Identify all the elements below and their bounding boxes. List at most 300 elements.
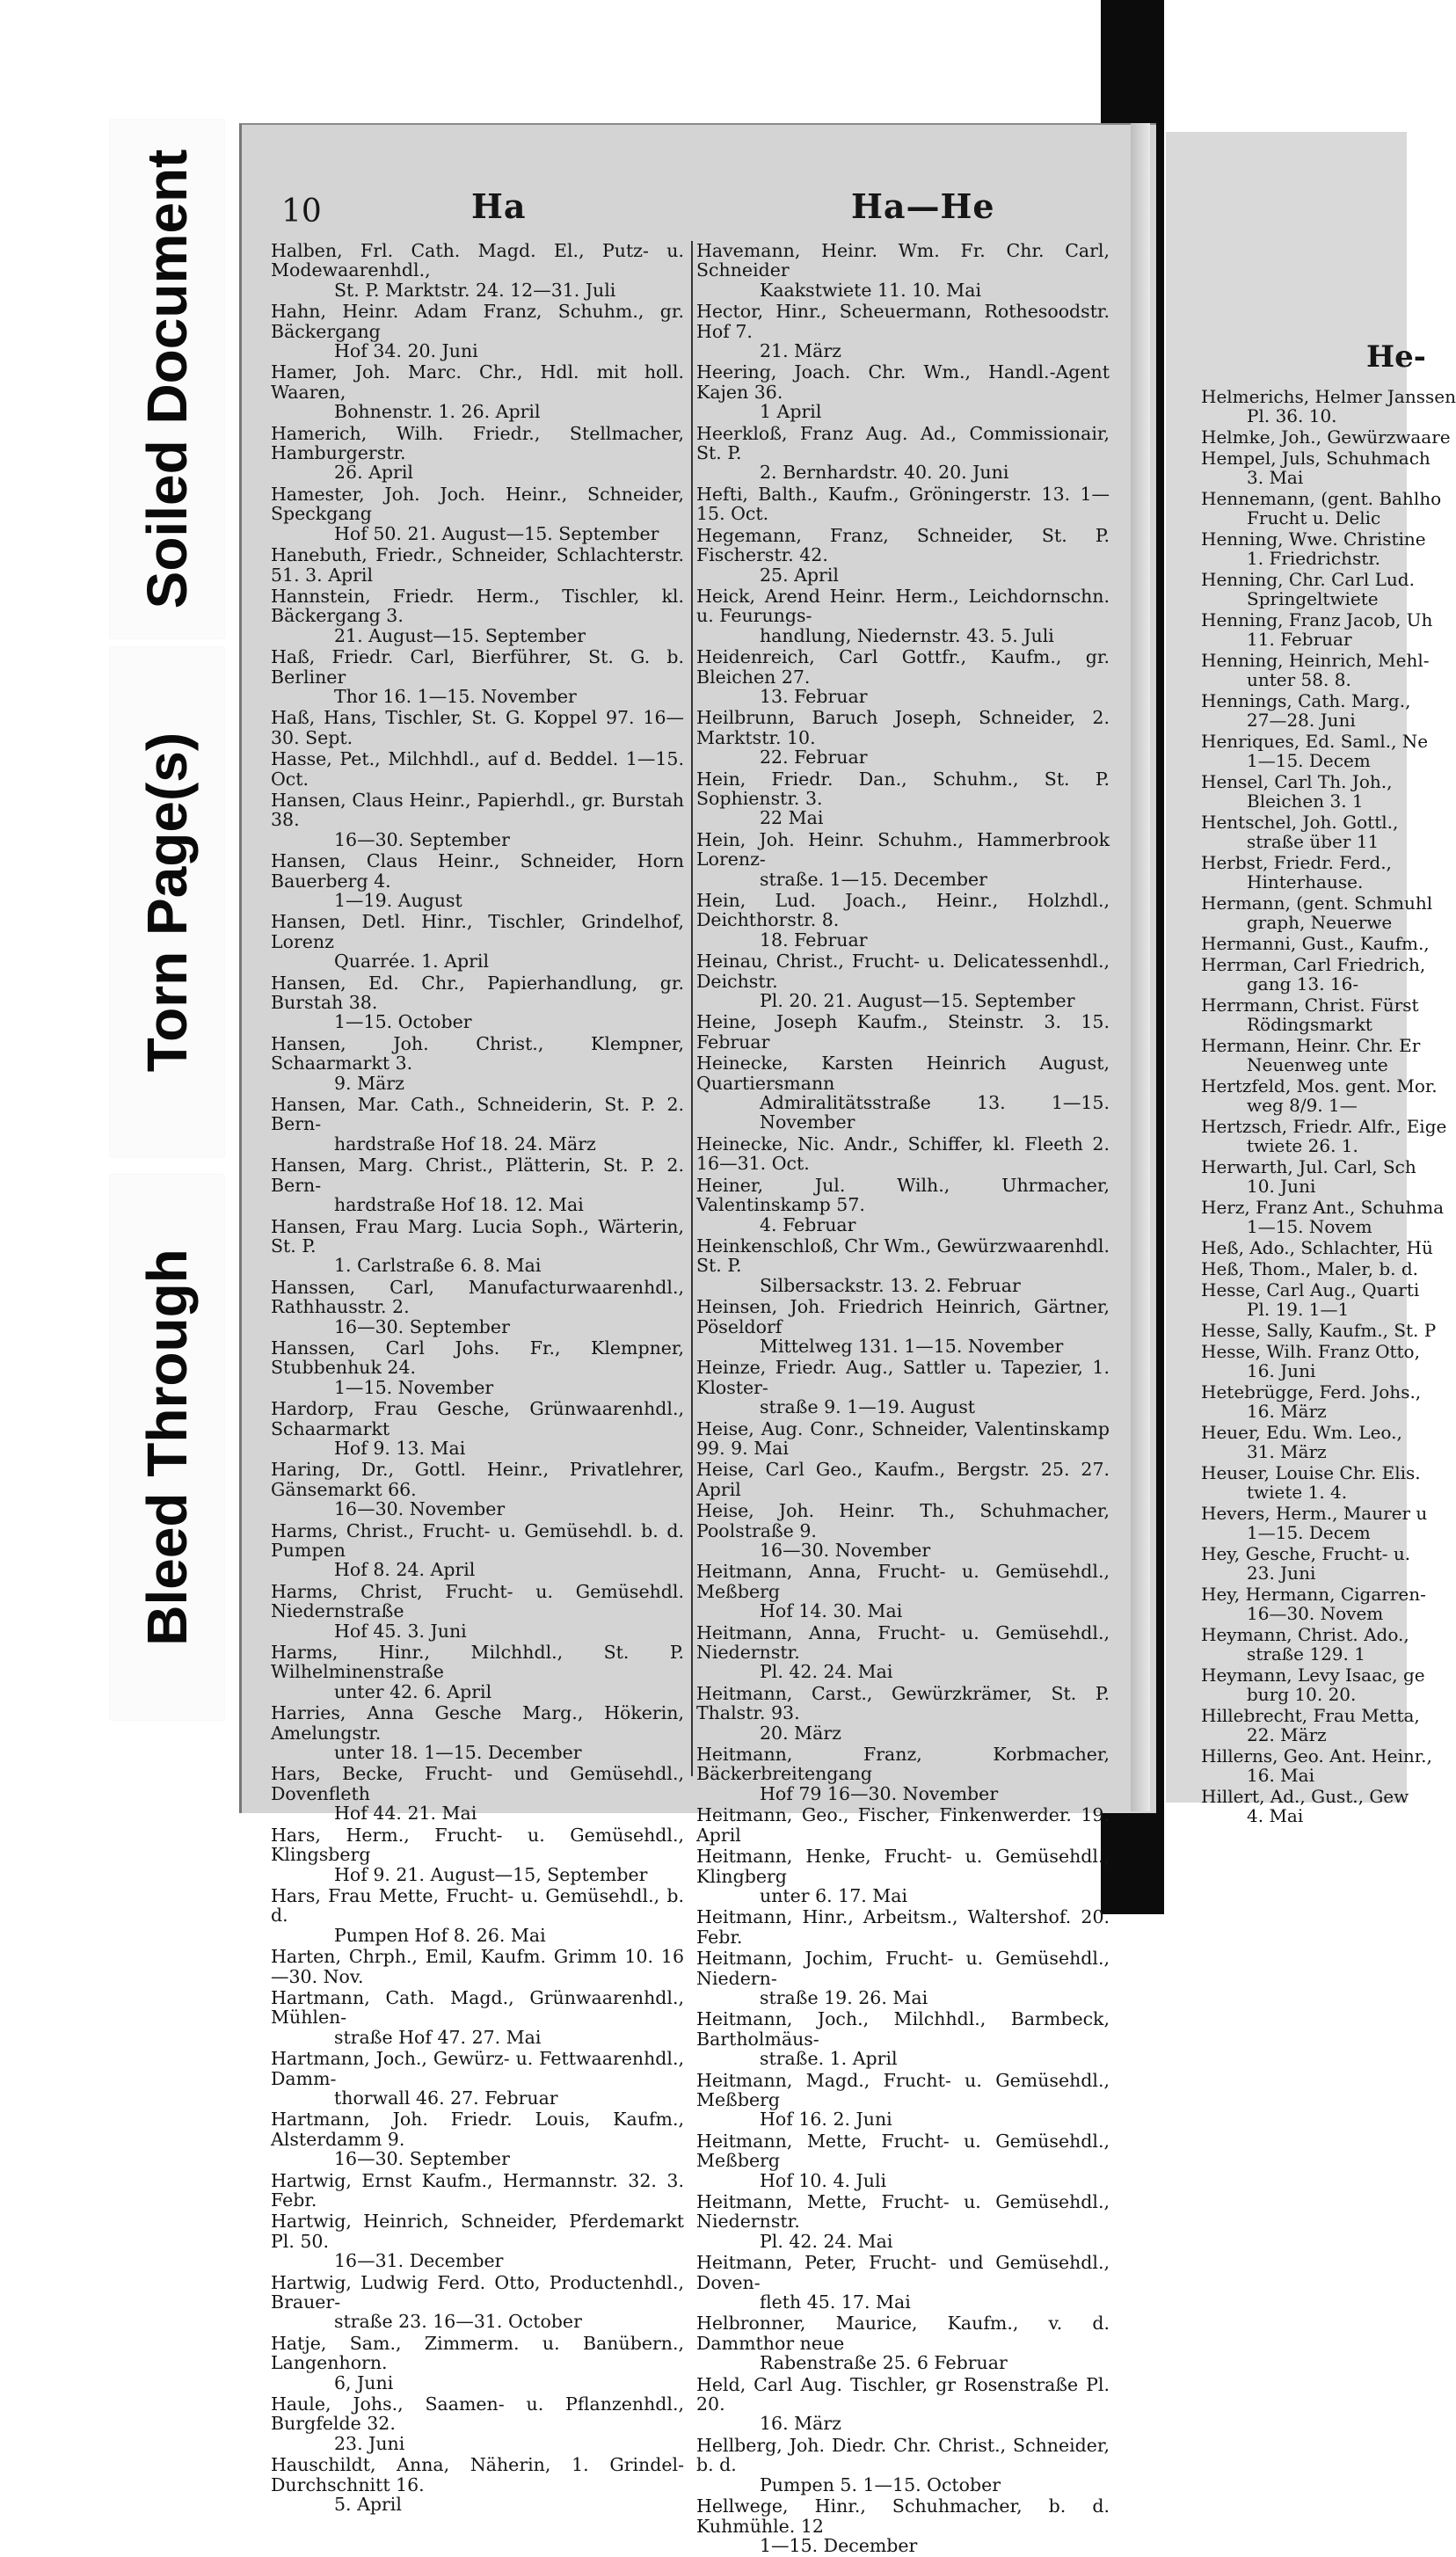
directory-entry — [1201, 1462, 1421, 1503]
entry-continuation: Pumpen Hof 8. 26. Mai — [334, 1924, 546, 1946]
directory-entry — [696, 1623, 1110, 1682]
directory-entry — [696, 1053, 1110, 1133]
entry-line: Heidenreich, Carl Gottfr., Kaufm., gr. Bleichen 27. — [696, 646, 1110, 688]
entry-continuation: Hinterhause. — [1247, 871, 1364, 892]
entry-line: Herrman, Carl Friedrich, — [1201, 954, 1426, 975]
entry-line: Heitmann, Magd., Frucht- u. Gemüsehdl., Meßberg — [696, 2069, 1110, 2110]
entry-continuation: 16—30. Novem — [1247, 1603, 1384, 1624]
entry-continuation: straße. 1—15. December — [760, 868, 987, 890]
entry-continuation: Mittelweg 131. 1—15. November — [760, 1335, 1064, 1357]
entry-line: Hein, Lud. Joach., Heinr., Holzhdl., Deichthorstr. 8. — [696, 890, 1110, 931]
entry-line: Hamester, Joh. Joch. Heinr., Schneider, Speckgang — [271, 483, 684, 525]
directory-entry — [1201, 1341, 1420, 1381]
entry-line: Henning, Heinrich, Mehl- — [1201, 650, 1430, 671]
entry-continuation: 11. Februar — [1247, 629, 1352, 650]
directory-entry — [1201, 1544, 1412, 1583]
entry-line: Hars, Frau Mette, Frucht- u. Gemüsehdl., b. d. — [271, 1884, 684, 1927]
directory-entry — [696, 1501, 1110, 1560]
entry-line: Held, Carl Aug. Tischler, gr Rosenstraße Pl. 20. — [696, 2373, 1110, 2415]
entry-line: Hermann, (gent. Schmuhl — [1201, 892, 1433, 914]
entry-continuation: 22. März — [1247, 1724, 1327, 1745]
entry-continuation: 22. Februar — [760, 747, 868, 769]
directory-entry — [271, 2211, 684, 2270]
directory-entry — [696, 2253, 1110, 2312]
directory-entry — [696, 2436, 1110, 2495]
entry-continuation: 1—15. Novem — [1247, 1216, 1372, 1237]
entry-line: Heinau, Christ., Frucht- u. Delicatessenhdl., Deichstr. — [696, 951, 1110, 992]
entry-continuation: Hof 45. 3. Juni — [334, 1620, 467, 1642]
directory-entry — [696, 2496, 1110, 2555]
entry-line: Helmerichs, Helmer Janssen — [1201, 386, 1456, 407]
directory-entry — [696, 891, 1110, 950]
entry-continuation: 16. Juni — [1247, 1360, 1316, 1381]
entry-line: Hartmann, Joch., Gewürz- u. Fettwaarenhdl., Damm- — [271, 2048, 684, 2089]
entry-continuation: straße 23. 16—31. October — [334, 2311, 582, 2333]
entry-line: Heß, Ado., Schlachter, Hü — [1201, 1237, 1433, 1258]
entry-continuation: straße über 11 — [1247, 831, 1380, 852]
entry-line: Heymann, Christ. Ado., — [1201, 1624, 1409, 1645]
entry-line: Heerkloß, Franz Aug. Ad., Commissionair, St. P. — [696, 422, 1110, 464]
entry-continuation: 26. April — [334, 462, 413, 484]
directory-entry — [271, 1217, 684, 1276]
directory-entry — [271, 241, 684, 300]
entry-line: Heise, Carl Geo., Kaufm., Bergstr. 25. 27. April — [696, 1459, 1110, 1500]
directory-entry — [696, 830, 1110, 889]
directory-entry — [271, 851, 684, 910]
entry-continuation: thorwall 46. 27. Februar — [334, 2087, 558, 2109]
entry-line: Herbst, Friedr. Ferd., — [1201, 852, 1392, 873]
directory-entry — [271, 749, 684, 789]
directory-entry — [271, 362, 684, 421]
directory-entry — [696, 2009, 1110, 2068]
label-bleed-through — [110, 1175, 224, 1720]
label-soiled-document — [110, 120, 224, 638]
entry-continuation: Pl. 19. 1—1 — [1247, 1299, 1350, 1320]
directory-entry — [271, 1764, 684, 1823]
directory-entry — [1201, 1584, 1426, 1624]
directory-entry — [271, 586, 684, 645]
entry-line: Hanssen, Carl, Manufacturwaarenhdl., Rathhausstr. 2. — [271, 1276, 684, 1318]
entry-line: Hartwig, Ernst Kaufm., Hermannstr. 32. 3. Febr. — [271, 2169, 684, 2211]
entry-continuation: 16. März — [760, 2413, 841, 2435]
directory-entry — [1201, 1075, 1438, 1116]
directory-entry — [1201, 488, 1442, 528]
entry-continuation: 18. Februar — [760, 929, 868, 951]
entry-continuation: Pumpen 5. 1—15. October — [760, 2473, 1001, 2495]
adjacent-page — [1166, 132, 1456, 1826]
entry-line: Hempel, Juls, Schuhmach — [1201, 448, 1431, 469]
label-torn-text: Torn Page(s) — [135, 732, 199, 1073]
entry-line: Hellberg, Joh. Diedr. Chr. Christ., Schneider, b. d. — [696, 2434, 1110, 2476]
entry-continuation: Admiralitätsstraße 13. 1—15. November — [760, 1092, 1110, 1133]
entry-line: Hansen, Joh. Christ., Klempner, Schaarmarkt 3. — [271, 1032, 684, 1075]
directory-entry — [696, 586, 1110, 645]
entry-continuation: 4. Februar — [760, 1213, 856, 1235]
entry-line: Heinkenschloß, Chr Wm., Gewürzwaarenhdl. St. P. — [696, 1235, 1110, 1277]
directory-entry — [271, 1582, 684, 1641]
directory-entry — [271, 1460, 684, 1519]
directory-entry — [1201, 812, 1412, 851]
entry-line: Henning, Wwe. Christine — [1201, 528, 1426, 550]
entry-line: Hansen, Mar. Cath., Schneiderin, St. P. 2. Bern- — [271, 1094, 684, 1135]
entry-continuation: Silbersackstr. 13. 2. Februar — [760, 1274, 1021, 1296]
entry-line: Harms, Christ., Frucht- u. Gemüsehdl. b. d. Pumpen — [271, 1519, 684, 1561]
entry-line: Haule, Johs., Saamen- u. Pflanzenhdl., Burgfelde 32. — [271, 2393, 684, 2435]
directory-entry — [271, 1155, 684, 1214]
entry-line: Hansen, Marg. Christ., Plätterin, St. P. 2. Bern- — [271, 1155, 684, 1196]
entry-continuation: 21. August—15. September — [334, 624, 586, 646]
entry-continuation: graph, Neuerwe — [1247, 912, 1393, 933]
entry-line: Hegemann, Franz, Schneider, St. P. Fischerstr. 42. — [696, 524, 1110, 566]
directory-entry — [271, 973, 684, 1032]
entry-continuation: hardstraße Hof 18. 24. März — [334, 1133, 596, 1155]
directory-entry — [696, 302, 1110, 361]
directory-entry — [1201, 1381, 1422, 1422]
entry-line: Heuser, Louise Chr. Elis. — [1201, 1462, 1421, 1483]
entry-continuation: Hof 44. 21. Mai — [334, 1803, 477, 1825]
entry-line: Hansen, Claus Heinr., Schneider, Horn Bauerberg 4. — [271, 850, 684, 892]
entry-continuation: 1. Carlstraße 6. 8. Mai — [334, 1255, 542, 1277]
directory-entry — [271, 1278, 684, 1337]
directory-entry — [696, 241, 1110, 300]
directory-entry — [1201, 1279, 1420, 1320]
entry-line: Hentschel, Joh. Gottl., — [1201, 812, 1399, 833]
entry-continuation: 16. März — [1247, 1401, 1327, 1422]
directory-entry — [1201, 1156, 1416, 1197]
entry-line: Hetebrügge, Ferd. Johs., — [1201, 1381, 1422, 1402]
entry-line: Heitmann, Mette, Frucht- u. Gemüsehdl., Niedernstr. — [696, 2191, 1110, 2233]
directory-entry — [271, 1947, 684, 1986]
directory-entry — [696, 1562, 1110, 1621]
entry-line: Henriques, Ed. Saml., Ne — [1201, 731, 1429, 752]
directory-entry — [696, 1745, 1110, 1803]
entry-line: Hesse, Sally, Kaufm., St. P — [1201, 1320, 1437, 1341]
entry-continuation: handlung, Niedernstr. 43. 5. Juli — [760, 624, 1054, 646]
entry-continuation: 1—15. November — [334, 1376, 494, 1398]
entry-line: Heise, Aug. Conr., Schneider, Valentinskamp 99. 9. Mai — [696, 1417, 1110, 1459]
entry-line: Haring, Dr., Gottl. Heinr., Privatlehrer, Gänsemarkt 66. — [271, 1459, 684, 1500]
entry-continuation: 1. Friedrichstr. — [1247, 548, 1380, 569]
entry-line: Halben, Frl. Cath. Magd. El., Putz- u. Modewaarenhdl., — [271, 240, 684, 281]
entry-line: Hillert, Ad., Gust., Gew — [1201, 1786, 1409, 1807]
entry-continuation: Rödingsmarkt — [1247, 1014, 1372, 1035]
entry-line: Heitmann, Carst., Gewürzkrämer, St. P. Thalstr. 93. — [696, 1682, 1110, 1724]
entry-line: Haß, Friedr. Carl, Bierführer, St. G. b. Berliner — [271, 646, 684, 688]
directory-entry — [696, 1949, 1110, 2007]
entry-line: Heitmann, Anna, Frucht- u. Gemüsehdl., Niedernstr. — [696, 1621, 1110, 1664]
directory-entry — [271, 1703, 684, 1762]
entry-continuation: straße 19. 26. Mai — [760, 1986, 928, 2008]
directory-entry — [696, 1419, 1110, 1459]
entry-continuation: straße 129. 1 — [1247, 1643, 1365, 1665]
entry-line: Hardorp, Frau Gesche, Grünwaarenhdl., Schaarmarkt — [271, 1398, 684, 1439]
entry-continuation: Pl. 42. 24. Mai — [760, 1661, 893, 1683]
entry-continuation: 10. Juni — [1247, 1176, 1316, 1197]
entry-line: Heß, Thom., Maler, b. d. — [1201, 1258, 1419, 1279]
entry-line: Heitmann, Geo., Fischer, Finkenwerder. 19. April — [696, 1804, 1110, 1846]
directory-entry — [1201, 1237, 1433, 1258]
entry-continuation: 4. Mai — [1247, 1805, 1304, 1826]
entry-continuation: 27—28. Juni — [1247, 710, 1356, 731]
entry-continuation: 16—30. November — [760, 1540, 931, 1561]
label-soiled-text: Soiled Document — [135, 149, 199, 609]
entry-continuation: Pl. 42. 24. Mai — [760, 2230, 893, 2252]
running-header-right: Ha—He — [851, 186, 995, 226]
entry-continuation: Kaakstwiete 11. 10. Mai — [760, 279, 982, 301]
entry-line: Heinecke, Nic. Andr., Schiffer, kl. Fleeth 2. 16—31. Oct. — [696, 1133, 1110, 1175]
entry-continuation: 16—30. November — [334, 1498, 506, 1520]
directory-entry — [1201, 426, 1451, 448]
directory-entry — [696, 769, 1110, 828]
entry-continuation: 21. März — [760, 340, 841, 362]
entry-continuation: 25. April — [760, 564, 839, 586]
directory-entry — [271, 1034, 684, 1093]
entry-continuation: twiete 1. 4. — [1247, 1482, 1348, 1503]
page-gutter-shadow — [1131, 123, 1150, 1811]
entry-line: Hesse, Carl Aug., Quarti — [1201, 1279, 1420, 1300]
entry-continuation: 9. März — [334, 1072, 404, 1094]
adjacent-page-column — [1201, 386, 1456, 1827]
entry-continuation: unter 18. 1—15. December — [334, 1742, 582, 1764]
directory-entry — [271, 790, 684, 849]
entry-line: Herwarth, Jul. Carl, Sch — [1201, 1156, 1416, 1177]
entry-continuation: 1—15. Decem — [1247, 750, 1371, 771]
directory-entry — [696, 2375, 1110, 2434]
entry-line: Hansen, Frau Marg. Lucia Soph., Wärterin, St. P. — [271, 1215, 684, 1257]
directory-entry — [271, 424, 684, 483]
entry-continuation: straße. 1. April — [760, 2048, 898, 2070]
directory-entry — [271, 2171, 684, 2211]
entry-line: Havemann, Heinr. Wm. Fr. Chr. Carl, Schneider — [696, 240, 1110, 281]
directory-entry — [271, 1886, 684, 1945]
entry-line: Heinecke, Karsten Heinrich August, Quartiersmann — [696, 1053, 1110, 1094]
directory-entry — [1201, 772, 1412, 811]
entry-continuation: fleth 45. 17. Mai — [760, 2291, 911, 2313]
entry-continuation: Neuenweg unte — [1247, 1054, 1388, 1075]
entry-line: Henning, Chr. Carl Lud. — [1201, 569, 1415, 590]
directory-entry — [1201, 448, 1431, 488]
entry-continuation: 20. März — [760, 1722, 841, 1744]
directory-entry — [1201, 1320, 1437, 1341]
directory-entry — [1201, 1665, 1425, 1705]
entry-continuation: Bleichen 3. 1 — [1247, 790, 1364, 812]
entry-continuation: 2. Bernhardstr. 40. 20. Juni — [760, 462, 1009, 484]
directory-entry — [1201, 1745, 1432, 1786]
directory-entry — [696, 1012, 1110, 1052]
entry-continuation: Hof 8. 24. April — [334, 1559, 476, 1581]
entry-continuation: Hof 34. 20. Juni — [334, 340, 478, 362]
entry-line: Heuer, Edu. Wm. Leo., — [1201, 1422, 1402, 1443]
entry-line: Hesse, Wilh. Franz Otto, — [1201, 1341, 1420, 1362]
directory-entry — [696, 1297, 1110, 1356]
entry-continuation: Hof 79 16—30. November — [760, 1782, 999, 1804]
entry-continuation: Hof 50. 21. August—15. September — [334, 522, 659, 544]
entry-continuation: 5. April — [334, 2494, 402, 2516]
entry-line: Hartmann, Cath. Magd., Grünwaarenhdl., Mühlen- — [271, 1986, 684, 2029]
directory-entry — [696, 1460, 1110, 1499]
entry-continuation: 1—19. August — [334, 890, 462, 911]
directory-entry — [271, 545, 684, 585]
entry-line: Hertzfeld, Mos. gent. Mor. — [1201, 1075, 1438, 1096]
entry-continuation: burg 10. 20. — [1247, 1684, 1357, 1705]
entry-continuation: unter 6. 17. Mai — [760, 1884, 908, 1906]
directory-entry — [271, 1643, 684, 1701]
entry-continuation: unter 42. 6. April — [334, 1680, 492, 1702]
entry-continuation: Hof 10. 4. Juli — [760, 2169, 887, 2191]
entry-line: Heering, Joach. Chr. Wm., Handl.-Agent Kajen 36. — [696, 361, 1110, 403]
directory-entry — [271, 1521, 684, 1580]
entry-continuation: Hof 9. 21. August—15, September — [334, 1863, 648, 1885]
entry-line: Harms, Christ, Frucht- u. Gemüsehdl. Niedernstraße — [271, 1580, 684, 1622]
directory-entry — [696, 647, 1110, 706]
entry-line: Heitmann, Franz, Korbmacher, Bäckerbreitengang — [696, 1744, 1110, 1785]
column-divider — [691, 241, 693, 1776]
entry-line: Hevers, Herm., Maurer u — [1201, 1503, 1428, 1524]
entry-continuation: 16. Mai — [1247, 1765, 1314, 1786]
entry-continuation: 3. Mai — [1247, 467, 1304, 488]
directory-entry — [696, 2313, 1110, 2372]
entry-line: Heitmann, Jochim, Frucht- u. Gemüsehdl., Niedern- — [696, 1948, 1110, 1989]
entry-continuation: Hof 9. 13. Mai — [334, 1437, 466, 1459]
entry-line: Hensel, Carl Th. Joh., — [1201, 771, 1393, 792]
entry-line: Hamer, Joh. Marc. Chr., Hdl. mit holl. Waaren, — [271, 361, 684, 403]
directory-entry — [271, 2049, 684, 2108]
directory-entry — [1201, 1197, 1445, 1237]
entry-continuation: 16—30. September — [334, 2148, 510, 2170]
directory-entry — [696, 2192, 1110, 2251]
directory-entry — [1201, 853, 1412, 892]
entry-line: Henning, Franz Jacob, Uh — [1201, 609, 1433, 630]
directory-entry — [1201, 933, 1430, 954]
directory-entry — [1201, 1258, 1419, 1279]
entry-line: Hefti, Balth., Kaufm., Gröningerstr. 13. 1—15. Oct. — [696, 483, 1110, 525]
directory-entry — [271, 1338, 684, 1397]
directory-entry — [696, 526, 1110, 585]
entry-line: Hasse, Pet., Milchhdl., auf d. Beddel. 1—15. Oct. — [271, 748, 684, 790]
entry-continuation: 23. Juni — [334, 2432, 405, 2454]
directory-entry — [696, 424, 1110, 483]
directory-entry — [696, 1236, 1110, 1295]
entry-continuation: Pl. 20. 21. August—15. September — [760, 990, 1075, 1012]
entry-line: Hertzsch, Friedr. Alfr., Eige — [1201, 1116, 1447, 1137]
entry-continuation: 22 Mai — [760, 807, 824, 829]
entry-line: Haß, Hans, Tischler, St. G. Koppel 97. 16—30. Sept. — [271, 707, 684, 748]
directory-entry — [1201, 731, 1429, 771]
directory-column-left — [271, 241, 684, 2517]
directory-entry — [1201, 609, 1433, 650]
directory-entry — [696, 1847, 1110, 1905]
entry-line: Hartwig, Heinrich, Schneider, Pferdemarkt Pl. 50. — [271, 2211, 684, 2252]
entry-line: Hamerich, Wilh. Friedr., Stellmacher, Hamburgerstr. — [271, 422, 684, 464]
directory-entry — [271, 2109, 684, 2168]
directory-entry — [1201, 1035, 1421, 1075]
entry-continuation: Frucht u. Delic — [1247, 507, 1381, 528]
entry-line: Heick, Arend Heinr. Herm., Leichdornschn. u. Feurungs- — [696, 585, 1110, 627]
entry-continuation: 1—15. Decem — [1247, 1522, 1371, 1543]
entry-line: Helmke, Joh., Gewürzwaare — [1201, 426, 1451, 448]
entry-continuation: Bohnenstr. 1. 26. April — [334, 401, 541, 423]
directory-entry — [1201, 650, 1430, 690]
entry-line: Hey, Gesche, Frucht- u. — [1201, 1543, 1411, 1564]
directory-entry — [1201, 528, 1426, 569]
directory-entry — [1201, 892, 1433, 933]
entry-line: Hatje, Sam., Zimmerm. u. Banübern., Langenhorn. — [271, 2332, 684, 2374]
directory-entry — [696, 951, 1110, 1010]
directory-entry — [696, 1684, 1110, 1743]
entry-line: Heitmann, Mette, Frucht- u. Gemüsehdl., Meßberg — [696, 2130, 1110, 2172]
entry-line: Hennemann, (gent. Bahlho — [1201, 488, 1442, 509]
entry-line: Hars, Becke, Frucht- und Gemüsehdl., Dovenfleth — [271, 1763, 684, 1804]
directory-entry — [696, 1805, 1110, 1845]
directory-entry — [271, 1825, 684, 1884]
directory-entry — [696, 484, 1110, 524]
directory-entry — [696, 1907, 1110, 1947]
entry-continuation: Springeltwiete — [1247, 588, 1379, 609]
directory-entry — [696, 708, 1110, 767]
entry-continuation: straße Hof 47. 27. Mai — [334, 2026, 542, 2048]
directory-entry — [696, 1358, 1110, 1417]
entry-line: Heymann, Levy Isaac, ge — [1201, 1665, 1425, 1686]
directory-entry — [1201, 954, 1426, 994]
entry-continuation: Thor 16. 1—15. November — [334, 685, 577, 707]
entry-line: Heilbrunn, Baruch Joseph, Schneider, 2. Marktstr. 10. — [696, 707, 1110, 748]
entry-line: Harten, Chrph., Emil, Kaufm. Grimm 10. 16—30. Nov. — [271, 1946, 684, 1987]
entry-continuation: 16—30. September — [334, 1315, 510, 1337]
page-number: 10 — [281, 193, 322, 229]
entry-continuation: 31. März — [1247, 1441, 1327, 1462]
adjacent-page-header: He- — [1366, 339, 1426, 375]
running-header-left: Ha — [471, 186, 527, 226]
directory-entry — [271, 1399, 684, 1458]
directory-entry — [1201, 569, 1415, 609]
directory-entry — [696, 1134, 1110, 1174]
entry-line: Harries, Anna Gesche Marg., Hökerin, Amelungstr. — [271, 1702, 684, 1744]
entry-continuation: 13. Februar — [760, 685, 868, 707]
directory-column-right — [696, 241, 1110, 2557]
entry-continuation: Pl. 36. 10. — [1247, 405, 1337, 426]
entry-line: Herrmann, Christ. Fürst — [1201, 994, 1419, 1016]
entry-continuation: St. P. Marktstr. 24. 12—31. Juli — [334, 279, 616, 301]
entry-line: Hein, Joh. Heinr. Schuhm., Hammerbrook Lorenz- — [696, 828, 1110, 871]
directory-entry — [271, 302, 684, 361]
entry-continuation: 1 April — [760, 401, 822, 423]
directory-entry — [271, 2273, 684, 2332]
entry-line: Hillebrecht, Frau Metta, — [1201, 1705, 1420, 1726]
entry-continuation: Hof 14. 30. Mai — [760, 1600, 903, 1622]
entry-continuation: gang 13. 16- — [1247, 973, 1359, 994]
entry-continuation: straße 9. 1—19. August — [760, 1396, 975, 1418]
directory-entry — [696, 2131, 1110, 2190]
entry-continuation: 1—15. October — [334, 1011, 472, 1033]
entry-line: Hermann, Heinr. Chr. Er — [1201, 1035, 1421, 1056]
entry-line: Heinze, Friedr. Aug., Sattler u. Tapezier, 1. Kloster- — [696, 1357, 1110, 1398]
entry-line: Heitmann, Anna, Frucht- u. Gemüsehdl., Meßberg — [696, 1561, 1110, 1602]
entry-line: Heitmann, Peter, Frucht- und Gemüsehdl., Doven- — [696, 2252, 1110, 2293]
directory-entry — [271, 647, 684, 706]
entry-line: Heine, Joseph Kaufm., Steinstr. 3. 15. Februar — [696, 1011, 1110, 1053]
directory-entry — [1201, 1503, 1428, 1543]
label-torn-pages — [110, 647, 224, 1157]
directory-entry — [271, 484, 684, 543]
directory-entry — [271, 708, 684, 747]
directory-entry — [1201, 1787, 1412, 1825]
directory-entry — [1201, 1705, 1420, 1745]
directory-entry — [1201, 994, 1419, 1035]
directory-entry — [271, 2334, 684, 2393]
entry-line: Hanebuth, Friedr., Schneider, Schlachterstr. 51. 3. April — [271, 544, 684, 586]
entry-line: Heitmann, Joch., Milchhdl., Barmbeck, Bartholmäus- — [696, 2008, 1110, 2050]
entry-line: Hellwege, Hinr., Schuhmacher, b. d. Kuhmühle. 12 — [696, 2495, 1110, 2537]
